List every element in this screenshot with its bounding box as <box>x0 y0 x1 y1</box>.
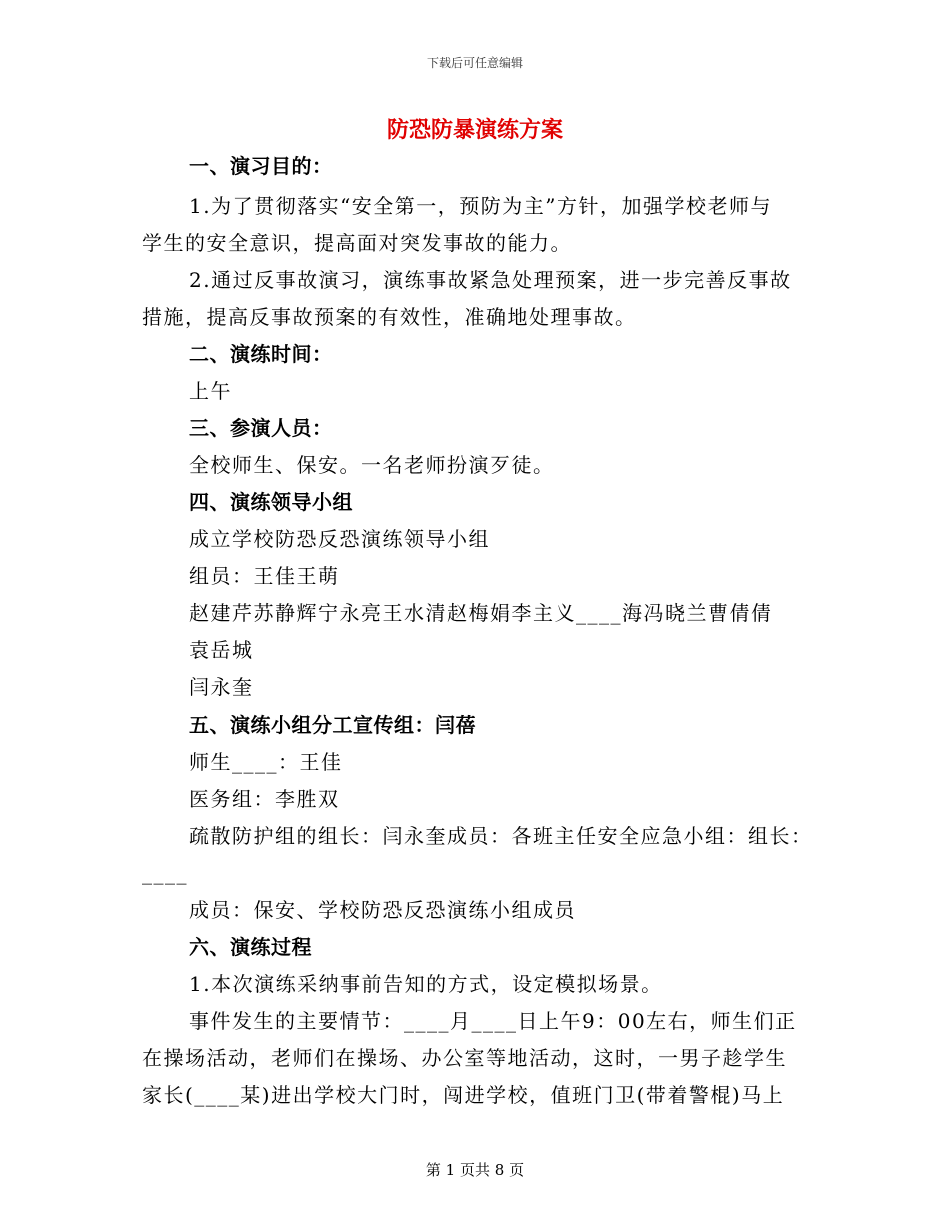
paragraph-line: 全校师生、保安。一名老师扮演歹徒。 <box>189 453 555 477</box>
paragraph-line: 医务组：李胜双 <box>189 787 340 811</box>
paragraph-line: 1.为了贯彻落实“安全第一，预防为主”方针，加强学校老师与 <box>189 194 773 218</box>
paragraph-line: 闫永奎 <box>189 675 254 699</box>
section-heading-2: 二、演练时间： <box>189 342 333 366</box>
paragraph-line: 成立学校防恐反恐演练领导小组 <box>189 527 490 551</box>
paragraph-line: 学生的安全意识，提高面对突发事故的能力。 <box>142 231 572 255</box>
paragraph-line: 师生____：王佳 <box>189 750 343 774</box>
paragraph-line: 事件发生的主要情节：____月____日上午9：00左右，师生们正 <box>189 1009 797 1033</box>
paragraph-line: 2.通过反事故演习，演练事故紧急处理预案，进一步完善反事故 <box>189 268 792 292</box>
paragraph-line: 上午 <box>189 379 232 403</box>
paragraph-line: 措施，提高反事故预案的有效性，准确地处理事故。 <box>142 305 637 329</box>
section-heading-5: 五、演练小组分工宣传组：闫蓓 <box>189 713 476 737</box>
paragraph-line: 赵建芹苏静辉宁永亮王水清赵梅娟李主义____海冯晓兰曹倩倩 <box>189 601 773 625</box>
section-heading-3: 三、参演人员： <box>189 416 333 440</box>
section-heading-4: 四、演练领导小组 <box>189 490 353 514</box>
paragraph-line: 1.本次演练采纳事前告知的方式，设定模拟场景。 <box>189 972 663 996</box>
paragraph-line: 在操场活动，老师们在操场、办公室等地活动，这时，一男子趁学生 <box>142 1046 787 1070</box>
section-heading-6: 六、演练过程 <box>189 935 312 959</box>
paragraph-line: 成员：保安、学校防恐反恐演练小组成员 <box>189 898 576 922</box>
page-header: 下载后可任意编辑 <box>426 56 523 70</box>
paragraph-line: 组员：王佳王萌 <box>189 564 340 588</box>
section-heading-1: 一、演习目的： <box>189 154 333 178</box>
paragraph-line: 家长(____某)进出学校大门时，闯进学校，值班门卫(带着警棍)马上 <box>142 1083 785 1107</box>
paragraph-line: 疏散防护组的组长：闫永奎成员：各班主任安全应急小组：组长： <box>189 824 813 848</box>
page-footer: 第 1 页共 8 页 <box>425 1161 525 1179</box>
document-title: 防恐防暴演练方案 <box>386 117 563 143</box>
paragraph-line: ____ <box>142 861 188 885</box>
paragraph-line: 袁岳城 <box>189 638 254 662</box>
